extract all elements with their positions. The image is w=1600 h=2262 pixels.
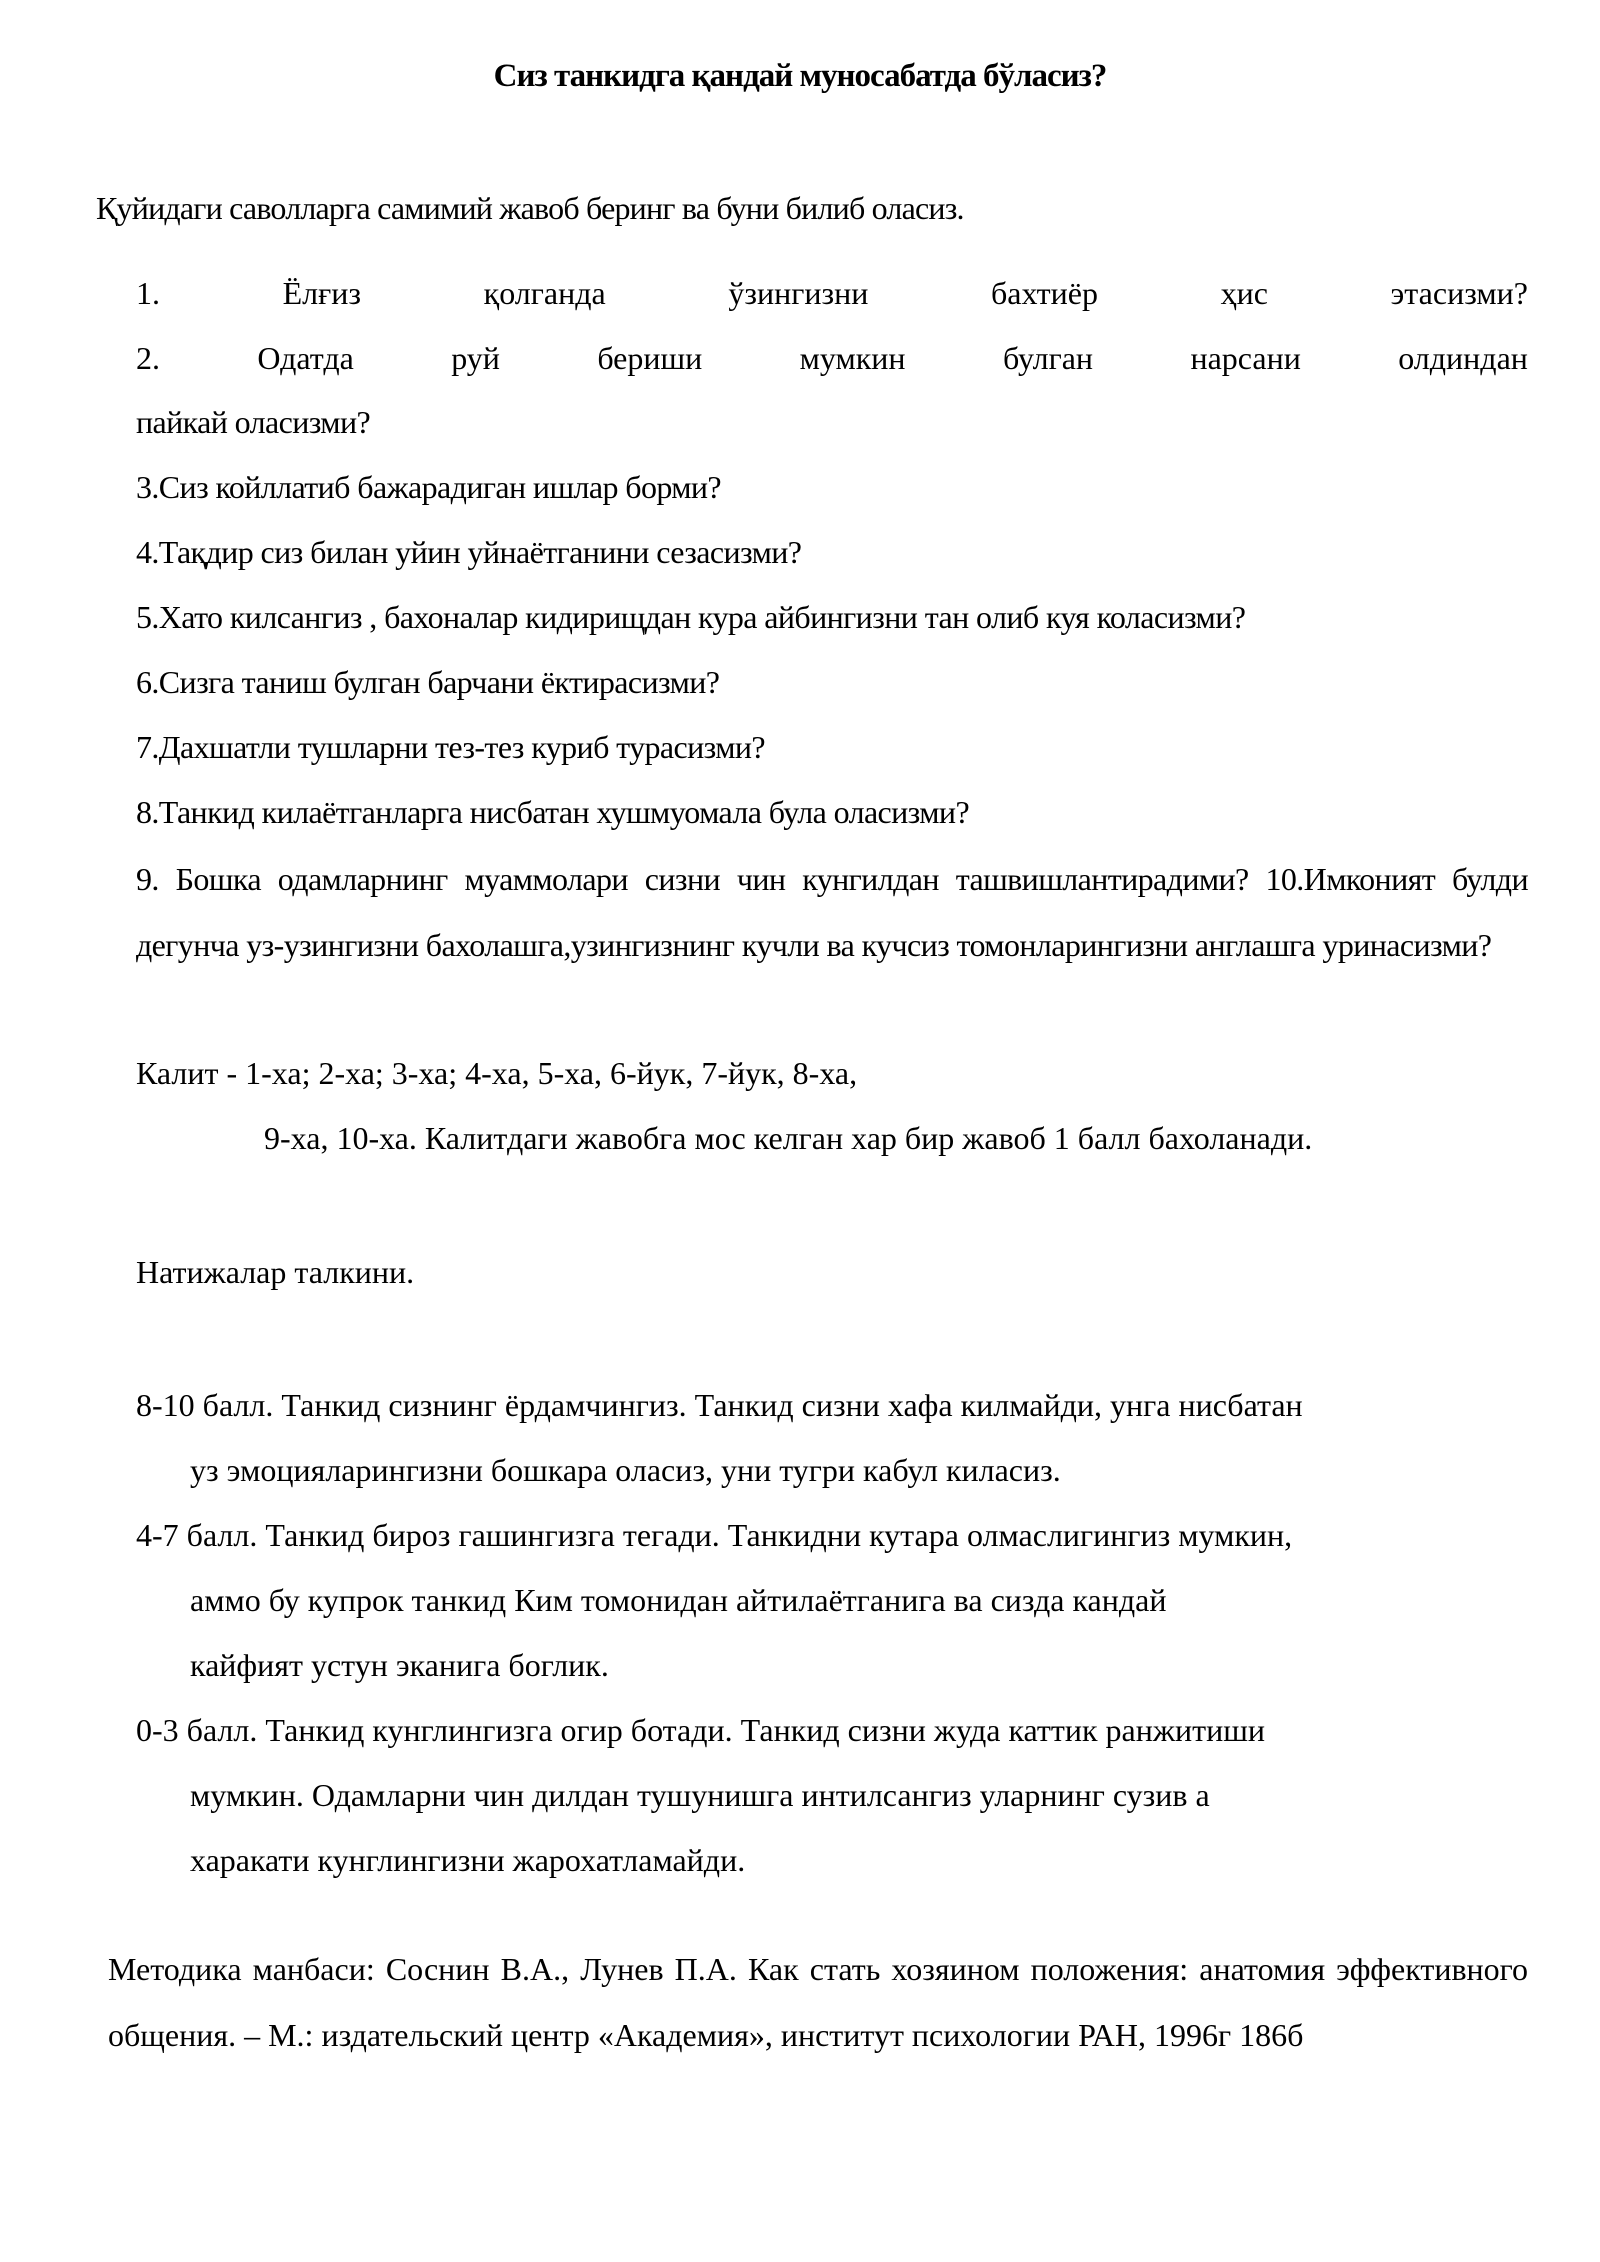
question-5: 5.Хато килсангиз , бахоналар кидирищдан кура айбингизни тан олиб куя коласизми? (136, 599, 1246, 635)
result-0-3-line-3: харакати кунглингизни жарохатламайди. (190, 1842, 746, 1878)
result-4-7-line-2: аммо бу купрок танкид Ким томонидан айтилаётганига ва сизда кандай (190, 1582, 1167, 1618)
result-8-10-line-1: 8-10 балл. Танкид сизнинг ёрдамчингиз. Танкид сизни хафа килмайди, унга нисбатан (136, 1387, 1303, 1423)
question-4: 4.Тақдир сиз билан уйин уйнаётганини сезасизми? (136, 534, 802, 570)
q2-word: 2. (136, 340, 160, 376)
question-2 (136, 338, 1528, 378)
intro-text: Қуйидаги саволларга самимий жавоб беринг ва буни билиб оласиз. (96, 190, 964, 226)
results-heading: Натижалар талкини. (136, 1254, 415, 1290)
question-8: 8.Танкид килаётганларга нисбатан хушмуомала була оласизми? (136, 794, 970, 830)
result-4-7-line-1: 4-7 балл. Танкид бироз гашингизга тегади. Танкидни кутара олмаслигингиз мумкин, (136, 1517, 1293, 1553)
question-7: 7.Дахшатли тушларни тез-тез куриб турасизми? (136, 729, 766, 765)
question-6: 6.Сизга таниш булган барчани ёктирасизми? (136, 664, 720, 700)
q2-word: бериши (597, 340, 703, 376)
q1-word: этасизми? (1390, 275, 1528, 311)
result-0-3-line-2: мумкин. Одамларни чин дилдан тушунишга интилсангиз уларнинг сузив а (190, 1777, 1210, 1813)
question-3: 3.Сиз койллатиб бажарадиган ишлар борми? (136, 469, 722, 505)
q1-word: бахтиёр (990, 275, 1098, 311)
q2-word: булган (1002, 340, 1094, 376)
questions-9-10: 9. Бошка одамларнинг муаммолари сизни чин кунгилдан ташвишлантирадими? 10.Имконият булди дегунча уз-узингизни бахолашга,узингизнинг кучли ва кучсиз томонларингизни англашга уринасизми? (136, 861, 1528, 963)
q1-word: қолганда (483, 275, 606, 311)
q1-word: ҳис (1220, 275, 1268, 311)
methodology-source: Методика манбаси: Соснин В.А., Лунев П.А. Как стать хозяином положения: анатомия эффективного общения. – М.: издательский центр «Академия», институт психологии РАН, 1996г 186б (108, 1951, 1528, 2053)
q1-word: ўзингизни (728, 275, 869, 311)
page-title: Сиз танкидга қандай муносабатда бўласиз? (493, 58, 1107, 94)
q2-word: руй (451, 340, 500, 376)
q1-word: Ёлғиз (282, 275, 362, 311)
q2-word: Одатда (257, 340, 354, 376)
q2-word: олдиндан (1398, 340, 1528, 376)
question-1 (136, 273, 1528, 313)
result-8-10-line-2: уз эмоцияларингизни бошкара оласиз, уни тугри кабул киласиз. (190, 1452, 1061, 1488)
answer-key-line-2: 9-ха, 10-ха. Калитдаги жавобга мос келган хар бир жавоб 1 балл бахоланади. (264, 1120, 1313, 1156)
q2-word: нарсани (1190, 340, 1301, 376)
answer-key-line-1: Калит - 1-ха; 2-ха; 3-ха; 4-ха, 5-ха, 6-йук, 7-йук, 8-ха, (136, 1055, 858, 1091)
question-2-continuation: пайкай оласизми? (136, 404, 371, 440)
q2-word: мумкин (799, 340, 906, 376)
q1-word: 1. (136, 275, 160, 311)
result-0-3-line-1: 0-3 балл. Танкид кунглингизга огир ботади. Танкид сизни жуда каттик ранжитиши (136, 1712, 1265, 1748)
result-4-7-line-3: кайфият устун эканига боглик. (190, 1647, 609, 1683)
